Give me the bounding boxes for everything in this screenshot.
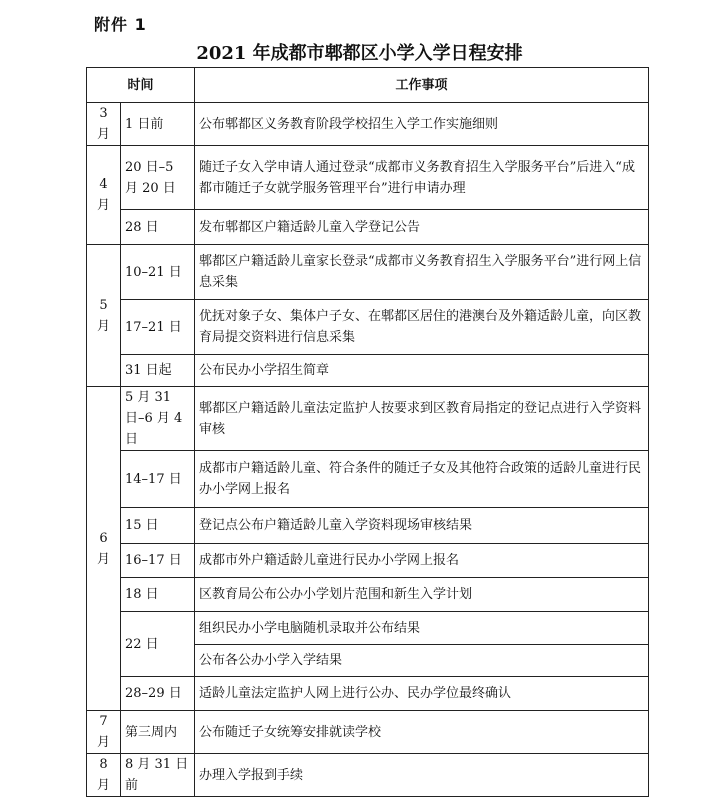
day-cell: 5 月 31 日–6 月 4 日 (121, 387, 195, 451)
task-cell: 成都市外户籍适龄儿童进行民办小学网上报名 (195, 544, 649, 578)
month-cell-march: 3 月 (87, 103, 121, 146)
month-cell-april: 4 月 (87, 146, 121, 245)
task-cell: 郫都区户籍适龄儿童法定监护人按要求到区教育局指定的登记点进行入学资料审核 (195, 387, 649, 451)
day-cell: 10–21 日 (121, 245, 195, 300)
day-cell: 15 日 (121, 508, 195, 544)
day-cell: 18 日 (121, 578, 195, 612)
day-cell: 14–17 日 (121, 451, 195, 508)
task-cell: 区教育局公布公办小学划片范围和新生入学计划 (195, 578, 649, 612)
day-cell: 28–29 日 (121, 677, 195, 711)
attachment-label: 附件 1 (94, 15, 147, 34)
month-cell-july: 7 月 (87, 711, 121, 754)
table-row (87, 612, 649, 645)
day-cell: 22 日 (121, 612, 195, 677)
task-cell: 公布随迁子女统筹安排就读学校 (195, 711, 649, 754)
table-row (87, 544, 649, 578)
table-row (87, 103, 649, 146)
table-row (87, 245, 649, 300)
table-row (87, 451, 649, 508)
table-header-row (87, 68, 649, 103)
task-cell: 组织民办小学电脑随机录取并公布结果 (195, 612, 649, 645)
table-row (87, 300, 649, 355)
header-time: 时间 (87, 68, 195, 103)
day-cell: 17–21 日 (121, 300, 195, 355)
task-cell: 适龄儿童法定监护人网上进行公办、民办学位最终确认 (195, 677, 649, 711)
schedule-table (86, 67, 649, 797)
month-cell-may: 5 月 (87, 245, 121, 387)
table-row (87, 754, 649, 797)
task-cell: 公布民办小学招生简章 (195, 355, 649, 387)
task-cell: 随迁子女入学申请人通过登录“成都市义务教育招生入学服务平台”后进入“成都市随迁子女就学服务管理平台”进行申请办理 (195, 146, 649, 210)
document-title: 2021 年成都市郫都区小学入学日程安排 (196, 43, 523, 64)
month-cell-august: 8 月 (87, 754, 121, 797)
task-cell: 发布郫都区户籍适龄儿童入学登记公告 (195, 210, 649, 245)
day-cell: 31 日起 (121, 355, 195, 387)
day-cell: 16–17 日 (121, 544, 195, 578)
task-cell: 成都市户籍适龄儿童、符合条件的随迁子女及其他符合政策的适龄儿童进行民办小学网上报名 (195, 451, 649, 508)
table-row (87, 508, 649, 544)
table-row (87, 355, 649, 387)
task-cell: 公布郫都区义务教育阶段学校招生入学工作实施细则 (195, 103, 649, 146)
table-row (87, 578, 649, 612)
month-cell-june: 6 月 (87, 387, 121, 711)
day-cell: 第三周内 (121, 711, 195, 754)
header-task: 工作事项 (195, 68, 649, 103)
day-cell: 28 日 (121, 210, 195, 245)
task-cell: 登记点公布户籍适龄儿童入学资料现场审核结果 (195, 508, 649, 544)
task-cell: 郫都区户籍适龄儿童家长登录“成都市义务教育招生入学服务平台”进行网上信息采集 (195, 245, 649, 300)
table-row (87, 677, 649, 711)
task-cell: 公布各公办小学入学结果 (195, 645, 649, 677)
day-cell: 20 日–5 月 20 日 (121, 146, 195, 210)
table-row (87, 146, 649, 210)
day-cell: 8 月 31 日前 (121, 754, 195, 797)
table-row (87, 387, 649, 451)
day-cell: 1 日前 (121, 103, 195, 146)
table-row (87, 210, 649, 245)
task-cell: 优抚对象子女、集体户子女、在郫都区居住的港澳台及外籍适龄儿童，向区教育局提交资料进行信息采集 (195, 300, 649, 355)
task-cell: 办理入学报到手续 (195, 754, 649, 797)
table-row (87, 711, 649, 754)
